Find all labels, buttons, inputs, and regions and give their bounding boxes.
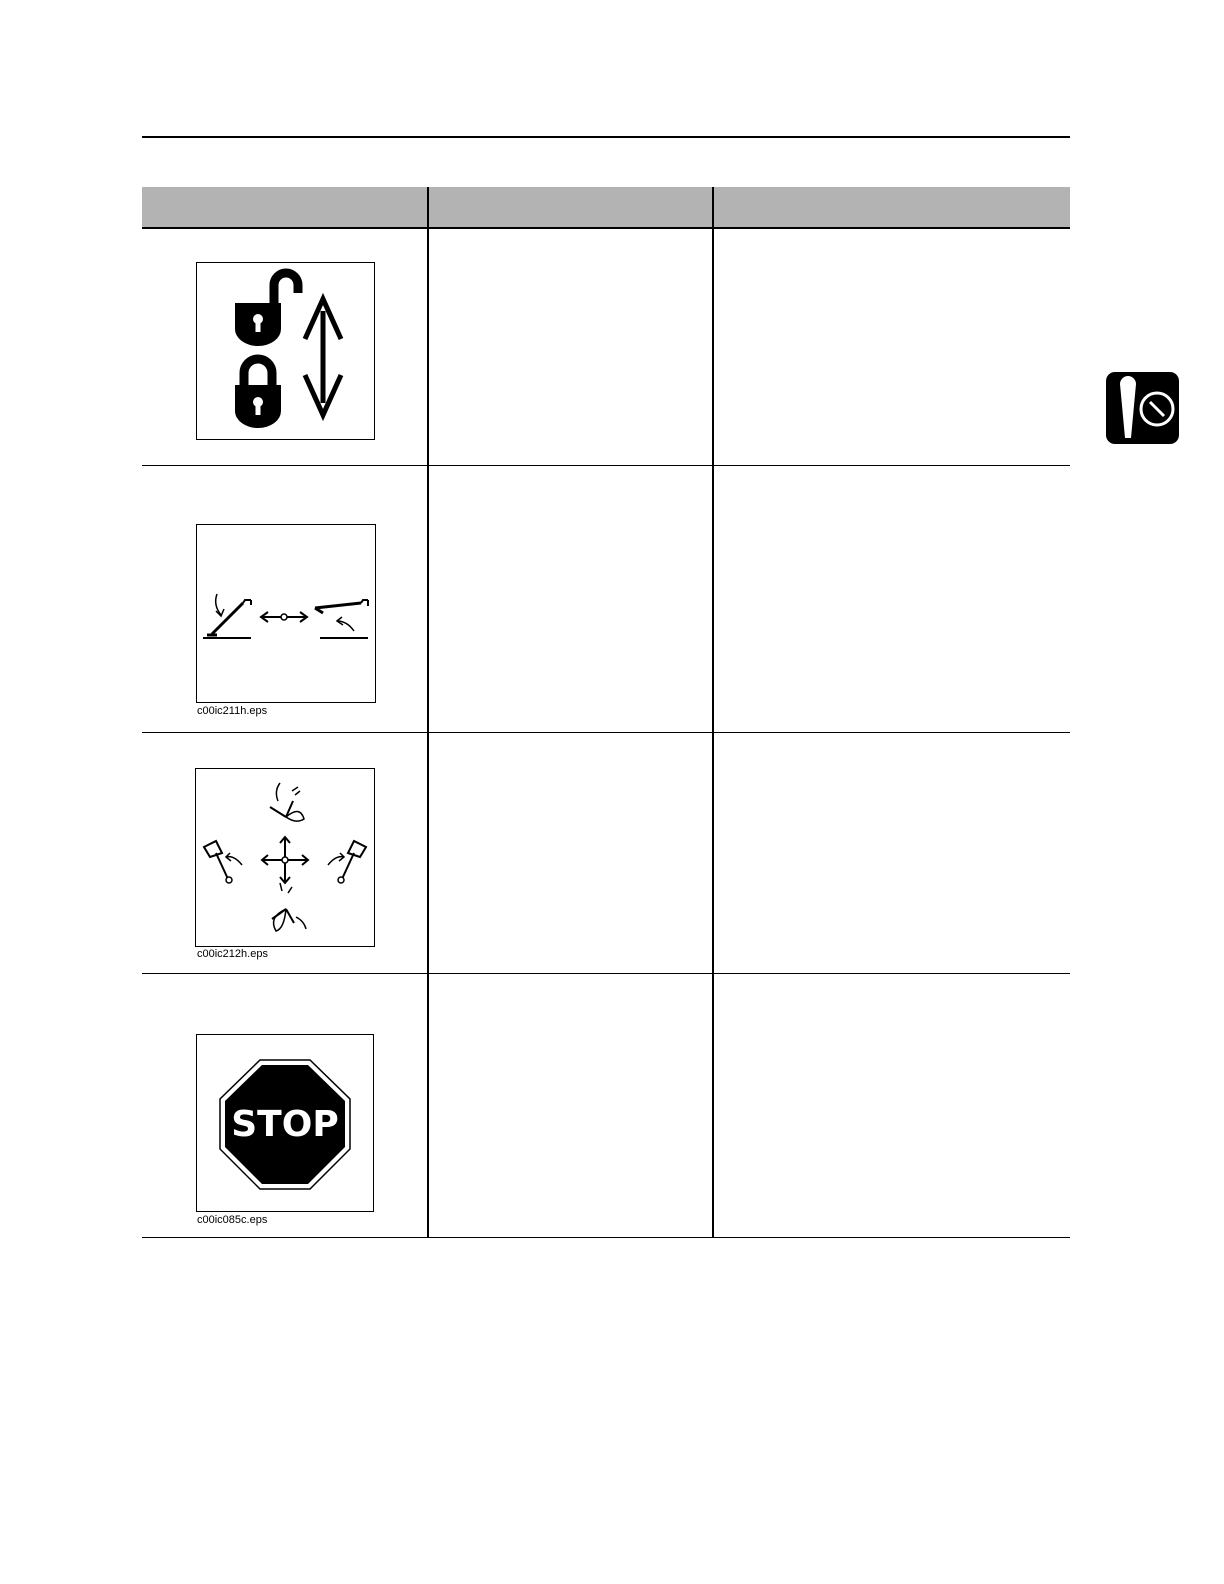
control-lever-icon <box>1106 372 1179 444</box>
row-divider <box>142 465 1070 466</box>
boom-raise-lower-icon <box>196 524 376 703</box>
table-header-cell-2 <box>429 187 712 227</box>
figure-caption: c00ic211h.eps <box>197 705 268 717</box>
figure-caption: c00ic212h.eps <box>197 948 268 960</box>
table-header-cell-1 <box>142 187 427 227</box>
stop-sign-icon <box>196 1034 374 1212</box>
figure-caption: c00ic085c.eps <box>197 1214 268 1226</box>
row-divider <box>142 1237 1070 1238</box>
bucket-four-way-control-icon <box>195 768 375 947</box>
row-divider <box>142 732 1070 733</box>
column-divider <box>427 187 429 1238</box>
lock-unlock-toggle-icon <box>196 262 375 440</box>
stop-sign-text: STOP <box>231 1104 339 1145</box>
table-header-cell-3 <box>714 187 1070 227</box>
header-rule <box>142 227 1070 229</box>
row-divider <box>142 973 1070 974</box>
top-rule <box>142 136 1070 138</box>
column-divider <box>712 187 714 1238</box>
